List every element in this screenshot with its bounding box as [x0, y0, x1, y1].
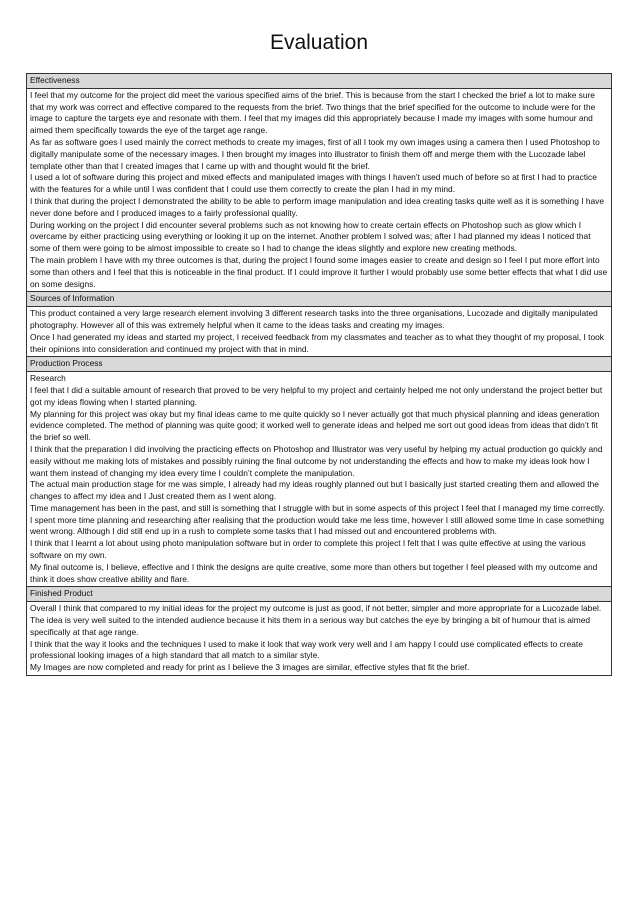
paragraph: Research	[30, 373, 66, 384]
section-heading-finished-product: Finished Product	[27, 587, 612, 602]
paragraph: Overall I think that compared to my initial ideas for the project my outcome is just as good, if not better, simpler and more appropriate for a Lucozade label.	[30, 603, 602, 614]
paragraph: I think that the way it looks and the techniques I used to make it look that way work very well and I am happy I could use complicated effects to create professional looking images of a high standard that all match to a similar style.	[30, 638, 583, 661]
paragraph: The actual main production stage for me was simple, I already had my ideas roughly planned out but I basically just started creating them and allowed the changes to affect my idea and I Just created them as I went along.	[30, 479, 599, 502]
paragraph: I think that the preparation I did involving the practicing effects on Photoshop and Illustrator was very useful by helping my actual production go quickly and easily without me making lots of mistakes and possibly ruining the final outcome by not understanding the effects and how to make my ideas look how I want them instead of changing my idea every time I couldn’t complete the manipulation.	[30, 443, 603, 478]
paragraph: I think that I learnt a lot about using photo manipulation software but in order to complete this project I felt that I was quite effective at using the various software on my own.	[30, 538, 586, 561]
section-body-row	[27, 307, 612, 357]
paragraph: My Images are now completed and ready for print as I believe the 3 images are similar, effective styles that fit the brief.	[30, 662, 470, 673]
paragraph: I think that during the project I demonstrated the ability to be able to perform image manipulation and idea creating tasks quite well as it is something I have never done before and I produced images to a fairly professional quality.	[30, 195, 605, 218]
evaluation-table	[26, 73, 612, 676]
section-body-production	[27, 372, 612, 587]
section-heading-row	[27, 74, 612, 89]
paragraph: As far as software goes I used mainly the correct methods to create my images, first of all I took my own images using a camera then I used Photoshop to digitally manipulate some of the necessary images. I then brought my images into illustrator to finish them off and merge them with the Lucozade label template other than that I created images that I came up with and thought would fit the brief.	[30, 136, 600, 171]
section-body-effectiveness	[27, 88, 612, 292]
section-body-finished-product	[27, 602, 612, 676]
section-body-row	[27, 372, 612, 587]
paragraph: I used a lot of software during this project and mixed effects and manipulated images with things I haven’t used much of before so at first I had to practice with the features for a while until I was confident that I could use them correctly to create the plan I had in my mind.	[30, 172, 597, 195]
section-heading-effectiveness: Effectiveness	[27, 74, 612, 89]
paragraph: I feel that my outcome for the project did meet the various specified aims of the brief. This is because from the start I checked the brief a lot to make sure that my work was correct and effective compared to the requests from the brief. Two things that the brief specified for the outcome to include were for the image to capture the targets eye and resonate with them. I feel that my images did this appropriately because I made my images with some humour and aimed them specifically towards the eye of the target age range.	[30, 89, 596, 136]
section-heading-sources: Sources of Information	[27, 292, 612, 307]
section-body-row	[27, 88, 612, 292]
paragraph: My final outcome is, I believe, effective and I think the designs are quite creative, some more than others but together I feel pleased with my outcome and think it does show creative ability and flare.	[30, 561, 598, 584]
section-body-row	[27, 602, 612, 676]
section-heading-row	[27, 357, 612, 372]
paragraph: The main problem I have with my three outcomes is that, during the project I found some images easier to create and design so I feel I put more effort into some than others and I feel that this is noticeable in the final product. If I could improve it further I would probably use some better effects that what I did use on some designs.	[30, 254, 608, 289]
paragraph: Once I had generated my ideas and started my project, I received feedback from my classmates and teacher as to what they thought of my proposal, I took their opinions into consideration and continued my project with that in mind.	[30, 331, 604, 354]
section-body-sources	[27, 307, 612, 357]
paragraph: Time management has been in the past, and still is something that I struggle with but in some aspects of this project I feel that I managed my time correctly. I spent more time planning and researching after realising that the production would take me less time, however I still allowed some time in case something went wrong. Although I did still end up in a rush to complete some tasks that I had missed out and encountered problems with.	[30, 502, 605, 537]
section-heading-row	[27, 292, 612, 307]
paragraph: During working on the project I did encounter several problems such as not knowing how to create certain effects on Photoshop such as glow which I overcame by either practicing using everything or looking it up on the internet. Another problem I solved was; after I had planned my ideas I noticed that some of them were going to be almost impossible to create so I had to change the ideas slightly and explore new creating methods.	[30, 219, 591, 254]
page-title: Evaluation	[269, 31, 369, 54]
paragraph: This product contained a very large research element involving 3 different research tasks into the three organisations, Lucozade and digitally manipulated photography. However all of this was extremely helpful when it came to the ideas tasks and creating my images.	[30, 308, 598, 330]
section-heading-row	[27, 587, 612, 602]
paragraph: My planning for this project was okay but my final ideas came to me quite quickly so I never actually got that much physical planning and ideas generation evidence completed. The method of planning was quite good; it worked well to generate ideas and helped me sort out good ideas from ideas that didn’t fit the brief so well.	[30, 408, 600, 443]
section-heading-production: Production Process	[27, 357, 612, 372]
paragraph: The idea is very well suited to the intended audience because it hits them in a serious way but catches the eye by bringing a bit of humour that is aimed specifically at that age range.	[30, 615, 591, 637]
paragraph: I feel that I did a suitable amount of research that proved to be very helpful to my project and certainly helped me not only understand the project better but got my ideas flowing when I started planning.	[30, 384, 603, 407]
